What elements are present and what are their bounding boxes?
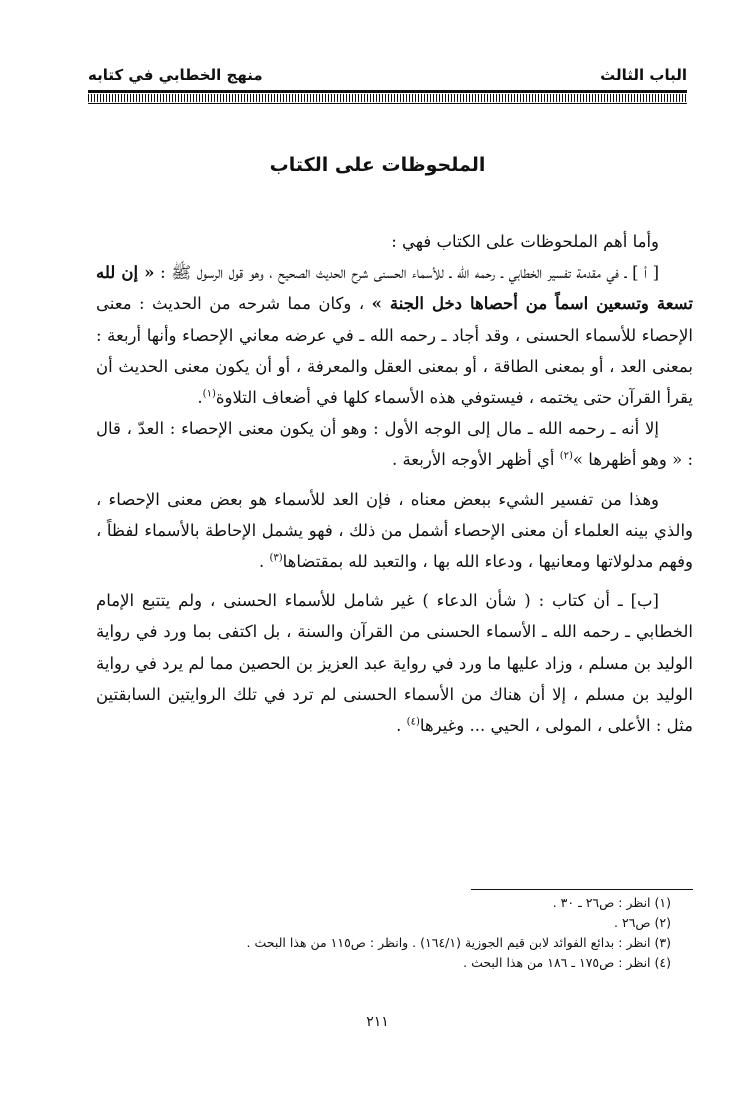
text-segment: . bbox=[258, 552, 270, 572]
intro-paragraph: وأما أهم الملحوظات على الكتاب فهي : bbox=[391, 232, 659, 251]
section-title: الملحوظات على الكتاب bbox=[269, 154, 486, 176]
footnote-ref-4[interactable]: (٤) bbox=[406, 716, 420, 728]
footnote-ref-3[interactable]: (٣) bbox=[269, 552, 283, 564]
text-segment: [ أ ] ـ في مقدمة تفسير الخطابي ـ رحمه الله ـ للأسماء الحسنى شرح الحديث الصحيح ، وهو قول الرسول ﷺ : bbox=[154, 263, 660, 283]
text-segment: ، وكان مما شرحه من الحديث : معنى الإحصاء للأسماء الحسنى ، وقد أجاد ـ رحمه الله ـ في عرضه معاني الإحصاء وأنها أربعة : بمعنى العد ، أو بمعنى الطاقة ، أو بمعنى العقل والمعرفة ، أو أن يكون معنى الحديث أن يقرأ القرآن حتى يختمه ، فيستوفي هذه الأسماء كلها في أضعاف التلاوة bbox=[96, 294, 693, 408]
text-segment: إلا أنه ـ رحمه الله ـ مال إلى الوجه الأول : وهو أن يكون معنى الإحصاء : العدّ ، قال : « وهو أظهرها » bbox=[96, 419, 693, 470]
footnotes bbox=[96, 893, 671, 973]
text-segment: وهذا من تفسير الشيء ببعض معناه ، فإن العد للأسماء هو بعض معنى الإحصاء ، والذي بينه العلماء أن معنى الإحصاء أشمل من ذلك ، فهو يشمل الإحاطة بالأسماء لفظاً ، وفهم مدلولاتها ومعانيها ، ودعاء الله بها ، والتعبد لله بمقتضاها bbox=[96, 489, 693, 572]
paragraph-a2 bbox=[96, 413, 693, 475]
footnote-3: (٣) انظر : بدائع الفوائد لابن قيم الجوزية (١٦٤/١) . وانظر : ص١١٥ من هذا البحث . bbox=[246, 935, 671, 950]
paragraph-a3 bbox=[96, 484, 693, 578]
footnote-ref-2[interactable]: (٢) bbox=[559, 450, 573, 462]
footnote-2: (٢) ص٢٦ . bbox=[614, 915, 671, 930]
chapter-title: الباب الثالث bbox=[600, 66, 687, 84]
text-segment: أي أظهر الأوجه الأربعة . bbox=[391, 450, 560, 470]
body-text bbox=[96, 226, 693, 741]
paragraph-a1: [ أ ] ـ في مقدمة تفسير الخطابي ـ رحمه الله ـ للأسماء الحسنى شرح الحديث الصحيح ، وهو قول الرسول ﷺ : « إن لله تسعة وتسعين اسماً من أحصاها دخل الجنة » ، وكان مما شرحه من الحديث : معنى الإحصاء للأسماء الحسنى ، وقد أجاد ـ رحمه الله ـ في عرضه معاني الإحصاء وأنها أربعة : بمعنى العد ، أو بمعنى الطاقة ، أو بمعنى العقل والمعرفة ، أو أن يكون معنى الحديث أن يقرأ القرآن حتى يختمه ، فيستوفي هذه الأسماء كلها في أضعاف التلاوة$^{(١)}$. bbox=[96, 263, 693, 408]
footnote-separator bbox=[471, 889, 693, 890]
footnote-ref-1[interactable]: (١) bbox=[202, 388, 216, 400]
page-number: ٢١١ bbox=[366, 1014, 389, 1030]
book-title: منهج الخطابي في كتابه bbox=[88, 66, 263, 84]
footnote-4: (٤) انظر : ص١٧٥ ـ ١٨٦ من هذا البحث . bbox=[463, 955, 671, 970]
hadith-quote: « إن لله تسعة وتسعين اسماً من أحصاها دخل الجنة » bbox=[96, 263, 693, 314]
paragraph-b bbox=[96, 585, 693, 741]
text-segment: . bbox=[396, 716, 407, 736]
header-rule bbox=[88, 90, 687, 104]
text-segment: [ب] ـ أن كتاب : ( شأن الدعاء ) غير شامل للأسماء الحسنى ، ولم يتتبع الإمام الخطابي ـ رحمه الله ـ الأسماء الحسنى من القرآن والسنة ، بل اكتفى بما ورد في رواية الوليد بن مسلم ، وزاد عليها ما ورد في رواية عبد العزيز بن الحصين مما لم يرد في رواية الوليد بن مسلم ، إلا أن هناك من الأسماء الحسنى لم ترد في تلك الروايتين السابقتين مثل : الأعلى ، المولى ، الحيي ... وغيرها bbox=[96, 591, 693, 736]
footnote-1: (١) انظر : ص٢٦ ـ ٣٠ . bbox=[552, 895, 671, 910]
running-header bbox=[88, 60, 687, 94]
